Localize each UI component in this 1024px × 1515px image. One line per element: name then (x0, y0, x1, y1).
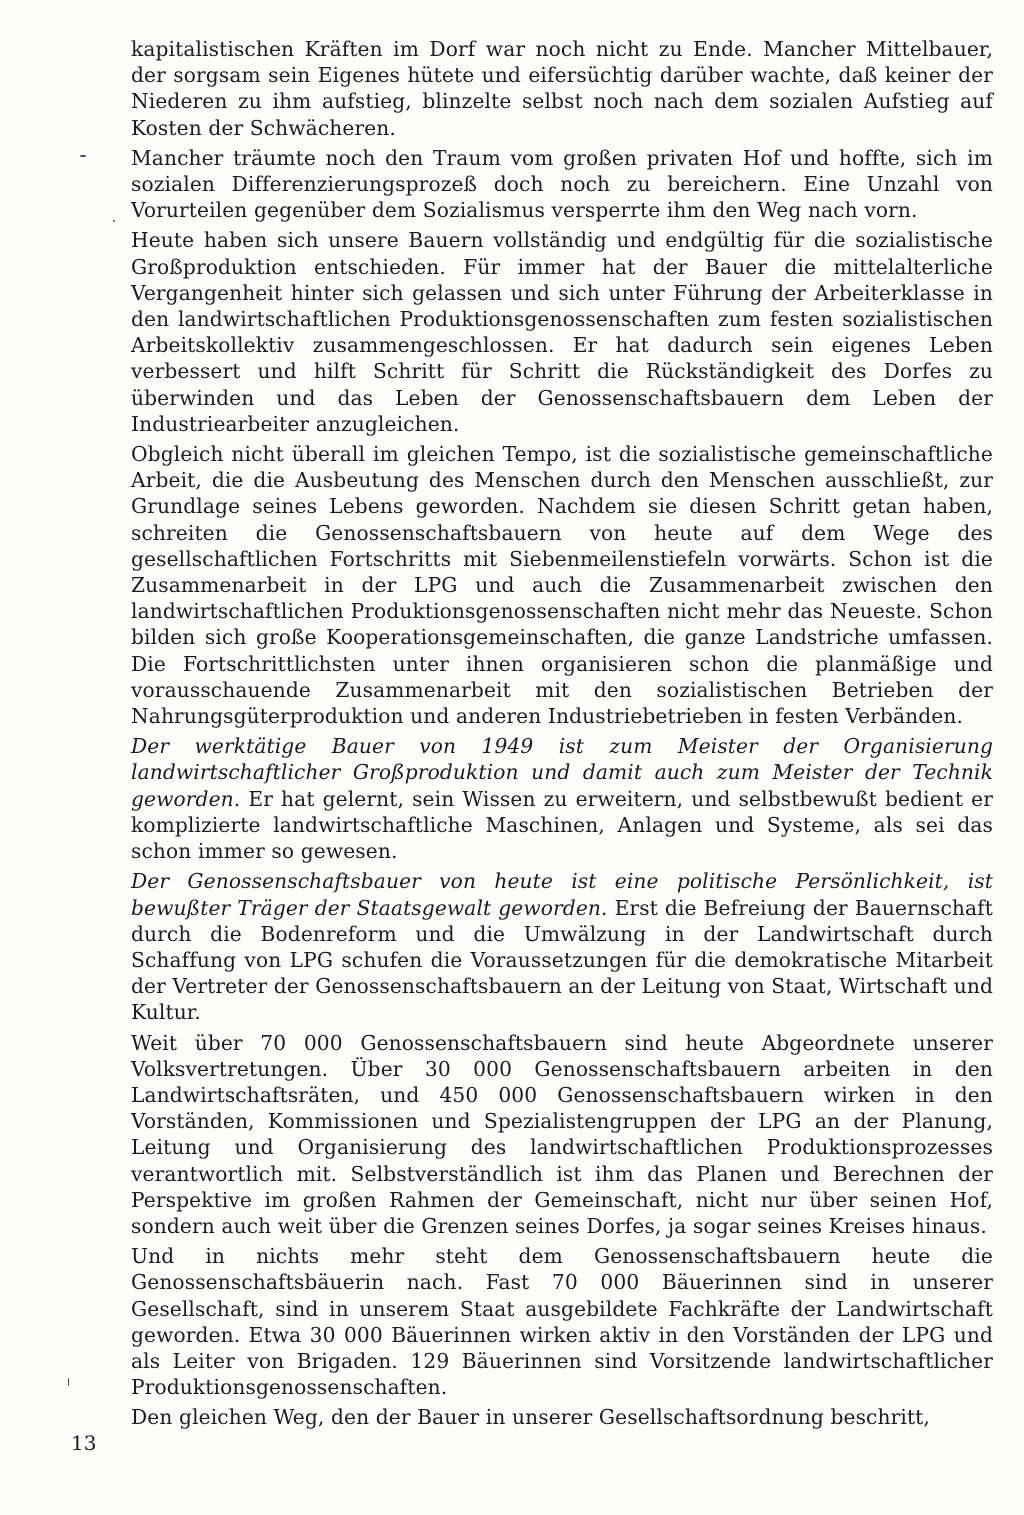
paragraph-9-text: Den gleichen Weg, den der Bauer in unserer Gesellschaftsordnung beschritt, (131, 1405, 930, 1430)
paragraph-7-text: Weit über 70 000 Genossenschaftsbauern sind heute Abgeordnete unserer Volksvertretungen. Über 30 000 Genossenschaftsbauern arbeiten in den Landwirtschaftsräten, und 450 000 Genossenschaftsbauern wirken in den Vorständen, Kommissionen und Spezialistengruppen der LPG an der Planung, Leitung und Organisierung des landwirtschaftlichen Produktionsprozesses verantwortlich mit. Selbstverständlich ist ihm das Planen und Berechnen der Perspektive im großen Rahmen der Gemeinschaft, nicht nur über seinen Hof, sondern auch weit über die Grenzen seines Dorfes, ja sogar seines Kreises hinaus. (131, 1030, 993, 1238)
paragraph-4-text: Obgleich nicht überall im gleichen Tempo, ist die sozialistische gemeinschaftliche Arbeit, die die Ausbeutung des Menschen durch den Menschen ausschließt, zur Grundlage seines Lebens geworden. Nachdem sie diesen Schritt getan haben, schreiten die Genossenschaftsbauern von heute auf dem Wege des gesellschaftlichen Fortschritts mit Siebenmeilenstiefeln vorwärts. Schon ist die Zusammenarbeit in der LPG und auch die Zusammenarbeit zwischen den landwirtschaftlichen Produktionsgenossenschaften nicht mehr das Neueste. Schon bilden sich große Kooperationsgemeinschaften, die ganze Landstriche umfassen. Die Fortschrittlichsten unter ihnen organisieren schon die planmäßige und vorausschauende Zusammenarbeit mit den sozialistischen Betrieben der Nahrungsgüterproduktion und anderen Industriebetrieben in festen Verbänden. (131, 442, 993, 729)
paragraph-6-emphasis: Der Genossenschaftsbauer von heute ist eine politische Persönlichkeit, ist bewußter Träger der Staatsgewalt geworden. (131, 869, 993, 920)
scan-speck (68, 1378, 69, 1386)
scan-speck (80, 155, 86, 157)
paragraph-8 (131, 1243, 993, 1400)
paragraph-2 (131, 145, 993, 224)
paragraph-2-text: Mancher träumte noch den Traum vom großen privaten Hof und hoffte, sich im sozialen Differenzierungsprozeß doch noch zu bereichern. Eine Unzahl von Vorurteilen gegenüber dem Sozialismus versperrte ihm den Weg nach vorn. (131, 145, 993, 223)
scan-speck (113, 220, 115, 222)
paragraph-7 (131, 1030, 993, 1240)
body-text (131, 36, 993, 1432)
paragraph-3 (131, 227, 993, 437)
paragraph-1-text: kapitalistischen Kräften im Dorf war noch nicht zu Ende. Mancher Mittelbauer, der sorgsam sein Eigenes hütete und eifersüchtig darüber wachte, daß keiner der Niederen zu ihm aufstieg, blinzelte selbst noch nach dem sozialen Aufstieg auf Kosten der Schwächeren. (131, 37, 993, 140)
paragraph-1 (131, 36, 993, 141)
paragraph-5 (131, 733, 993, 864)
paragraph-8-text: Und in nichts mehr steht dem Genossenschaftsbauern heute die Genossenschaftsbäuerin nach. Fast 70 000 Bäuerinnen sind in unserer Gesellschaft, sind in unserem Staat ausgebildete Fachkräfte der Landwirtschaft geworden. Etwa 30 000 Bäuerinnen wirken aktiv in den Vorständen der LPG und als Leiter von Brigaden. 129 Bäuerinnen sind Vorsitzende landwirtschaftlicher Produktionsgenossenschaften. (131, 1244, 993, 1400)
paragraph-3-text: Heute haben sich unsere Bauern vollständig und endgültig für die sozialistische Großproduktion entschieden. Für immer hat der Bauer die mittelalterliche Vergangenheit hinter sich gelassen und sich unter Führung der Arbeiterklasse in den landwirtschaftlichen Produktionsgenossenschaften zum festen sozialistischen Arbeitskollektiv zusammengeschlossen. Er hat dadurch sein eigenes Leben verbessert und hilft Schritt für Schritt die Rückständigkeit des Dorfes zu überwinden und das Leben der Genossenschaftsbauern dem Leben der Industriearbeiter anzugleichen. (131, 228, 993, 436)
paragraph-6 (131, 868, 993, 1025)
paragraph-6-text: Erst die Befreiung der Bauernschaft durch die Bodenreform und die Umwälzung in der Landwirtschaft durch Schaffung von LPG schufen die Voraussetzungen für die demokratische Mitarbeit der Vertreter der Genossenschaftsbauern an der Leitung von Staat, Wirtschaft und Kultur. (131, 895, 993, 1025)
paragraph-5-text: Er hat gelernt, sein Wissen zu erweitern, und selbstbewußt bedient er komplizierte landwirtschaftliche Maschinen, Anlagen und Systeme, als sei das schon immer so gewesen. (131, 786, 993, 864)
paragraph-9 (131, 1404, 993, 1430)
paragraph-4 (131, 441, 993, 729)
paragraph-5-emphasis: Der werktätige Bauer von 1949 ist zum Meister der Organisierung landwirtschaftlicher Großproduktion und damit auch zum Meister der Technik geworden. (131, 734, 993, 811)
page-number: 13 (71, 1431, 97, 1455)
